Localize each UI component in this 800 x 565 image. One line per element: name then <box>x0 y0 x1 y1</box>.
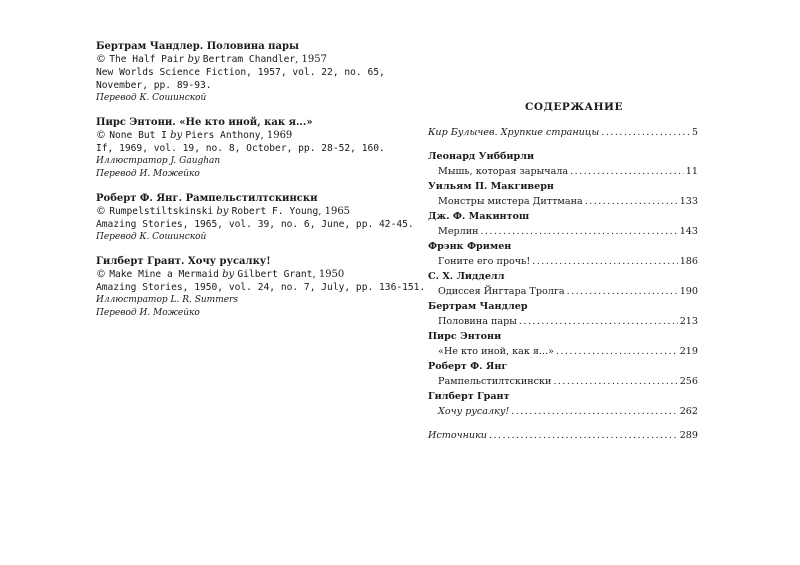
toc-story-row[interactable] <box>428 224 698 239</box>
toc-author: Фрэнк Фримен <box>428 241 512 252</box>
source-translator: Перевод К. Сошинской <box>96 93 207 103</box>
source-by: by <box>222 269 235 280</box>
source-entry <box>96 255 426 320</box>
source-translator: Перевод И. Можейко <box>96 169 200 179</box>
source-copyright-line <box>96 53 346 66</box>
source-entry <box>96 116 385 181</box>
source-author-en: Robert F. Young <box>231 206 319 217</box>
toc-leader-dots <box>585 194 678 209</box>
toc-entry <box>428 299 698 329</box>
toc-author: Уильям П. Макгиверн <box>428 181 554 192</box>
source-publication: If, 1969, vol. 19, no. 8, October, pp. 28-52, 160. <box>96 143 385 154</box>
source-title-en: None But I <box>109 130 167 141</box>
source-author-en: Bertram Chandler <box>202 54 296 65</box>
toc-leader-dots <box>567 284 678 299</box>
source-header: Бертрам Чандлер. Половина пары <box>96 41 299 52</box>
toc-page-number: 11 <box>685 166 698 177</box>
toc-story-row[interactable] <box>428 164 698 179</box>
toc-story-title: Половина пары <box>438 316 517 327</box>
toc-story-title: Мышь, которая зарычала <box>438 166 569 177</box>
source-translator: Перевод И. Можейко <box>96 308 200 318</box>
toc-page-number: 289 <box>679 430 698 441</box>
toc-intro-row[interactable] <box>428 125 698 140</box>
toc-entry <box>428 329 698 359</box>
source-year: , 1950 <box>312 269 345 280</box>
toc-leader-dots <box>601 125 690 140</box>
toc-entry <box>428 389 698 419</box>
toc-author: Роберт Ф. Янг <box>428 361 508 372</box>
toc-story-row[interactable] <box>428 344 698 359</box>
toc-page-number: 213 <box>679 316 698 327</box>
source-header: Пирс Энтони. «Не кто иной, как я...» <box>96 117 313 128</box>
toc-entry <box>428 239 698 269</box>
source-title-en: Rumpelstiltskinski <box>109 206 214 217</box>
copyright-symbol: © <box>96 206 106 217</box>
toc-title: СОДЕРЖАНИЕ <box>525 101 623 113</box>
source-copyright-line <box>96 268 346 281</box>
toc-entry <box>428 269 698 299</box>
toc-page-number: 186 <box>679 256 698 267</box>
toc-sources-title: Источники <box>428 430 487 441</box>
toc-story-title: Одиссея Йнгтара Тролга <box>438 286 565 297</box>
toc-author: С. Х. Лидделл <box>428 271 505 282</box>
toc-author: Леонард Уиббирли <box>428 151 535 162</box>
source-author-en: Piers Anthony <box>185 130 261 141</box>
source-illustrator: Иллюстратор L. R. Summers <box>96 295 238 305</box>
toc-entry <box>428 209 698 239</box>
source-by: by <box>187 54 200 65</box>
toc-leader-dots <box>489 428 678 443</box>
source-entry <box>96 192 414 244</box>
toc-author: Дж. Ф. Макинтош <box>428 211 530 222</box>
toc-story-row[interactable] <box>428 404 698 419</box>
source-publication-cont: November, pp. 89-93. <box>96 80 212 91</box>
copyright-symbol: © <box>96 54 106 65</box>
toc-author: Гилберт Грант <box>428 391 510 402</box>
source-publication: New Worlds Science Fiction, 1957, vol. 22, no. 65, <box>96 67 385 78</box>
source-publication: Amazing Stories, 1965, vol. 39, no. 6, June, pp. 42-45. <box>96 219 414 230</box>
toc-page-number: 133 <box>679 196 698 207</box>
toc-entry <box>428 359 698 389</box>
table-of-contents <box>428 100 698 443</box>
toc-page-number: 256 <box>679 376 698 387</box>
toc-intro-title: Кир Булычев. Хрупкие страницы <box>428 127 600 138</box>
toc-story-title: Рампельстилтскински <box>438 376 552 387</box>
toc-leader-dots <box>532 254 677 269</box>
toc-entry <box>428 179 698 209</box>
toc-story-row[interactable] <box>428 284 698 299</box>
source-header: Роберт Ф. Янг. Рампельстилтскински <box>96 193 318 204</box>
toc-story-title: Гоните его прочь! <box>438 256 531 267</box>
copyright-symbol: © <box>96 269 106 280</box>
source-translator: Перевод К. Сошинской <box>96 232 207 242</box>
toc-story-title: Хочу русалку! <box>438 406 510 417</box>
sources-list <box>96 40 426 331</box>
toc-page-number: 262 <box>679 406 698 417</box>
toc-sources-row[interactable] <box>428 428 698 443</box>
source-header: Гилберт Грант. Хочу русалку! <box>96 256 271 267</box>
toc-page-number: 143 <box>679 226 698 237</box>
source-illustrator: Иллюстратор J. Gaughan <box>96 156 221 166</box>
toc-story-title: Мерлин <box>438 226 479 237</box>
toc-author: Бертрам Чандлер <box>428 301 528 312</box>
toc-page-number: 219 <box>679 346 698 357</box>
source-entry <box>96 40 385 105</box>
toc-story-row[interactable] <box>428 374 698 389</box>
toc-author: Пирс Энтони <box>428 331 502 342</box>
source-copyright-line <box>96 205 351 218</box>
source-title-en: The Half Pair <box>109 54 185 65</box>
toc-leader-dots <box>481 224 678 239</box>
source-by: by <box>170 130 183 141</box>
toc-page-number: 190 <box>679 286 698 297</box>
toc-story-row[interactable] <box>428 314 698 329</box>
toc-entry <box>428 149 698 179</box>
source-year: , 1969 <box>260 130 293 141</box>
toc-leader-dots <box>556 344 678 359</box>
toc-leader-dots <box>553 374 677 389</box>
source-author-en: Gilbert Grant <box>237 269 313 280</box>
source-by: by <box>216 206 229 217</box>
toc-page-number: 5 <box>691 127 698 138</box>
toc-story-title: «Не кто иной, как я...» <box>438 346 554 357</box>
source-copyright-line <box>96 129 346 142</box>
toc-story-title: Монстры мистера Диттмана <box>438 196 583 207</box>
source-year: , 1957 <box>295 54 327 65</box>
source-publication: Amazing Stories, 1950, vol. 24, no. 7, July, pp. 136-151. <box>96 282 426 293</box>
toc-leader-dots <box>511 404 677 419</box>
copyright-symbol: © <box>96 130 106 141</box>
source-title-en: Make Mine a Mermaid <box>109 269 219 280</box>
toc-story-row[interactable] <box>428 254 698 269</box>
source-year: , 1965 <box>318 206 351 217</box>
toc-leader-dots <box>570 164 684 179</box>
toc-leader-dots <box>519 314 678 329</box>
toc-story-row[interactable] <box>428 194 698 209</box>
